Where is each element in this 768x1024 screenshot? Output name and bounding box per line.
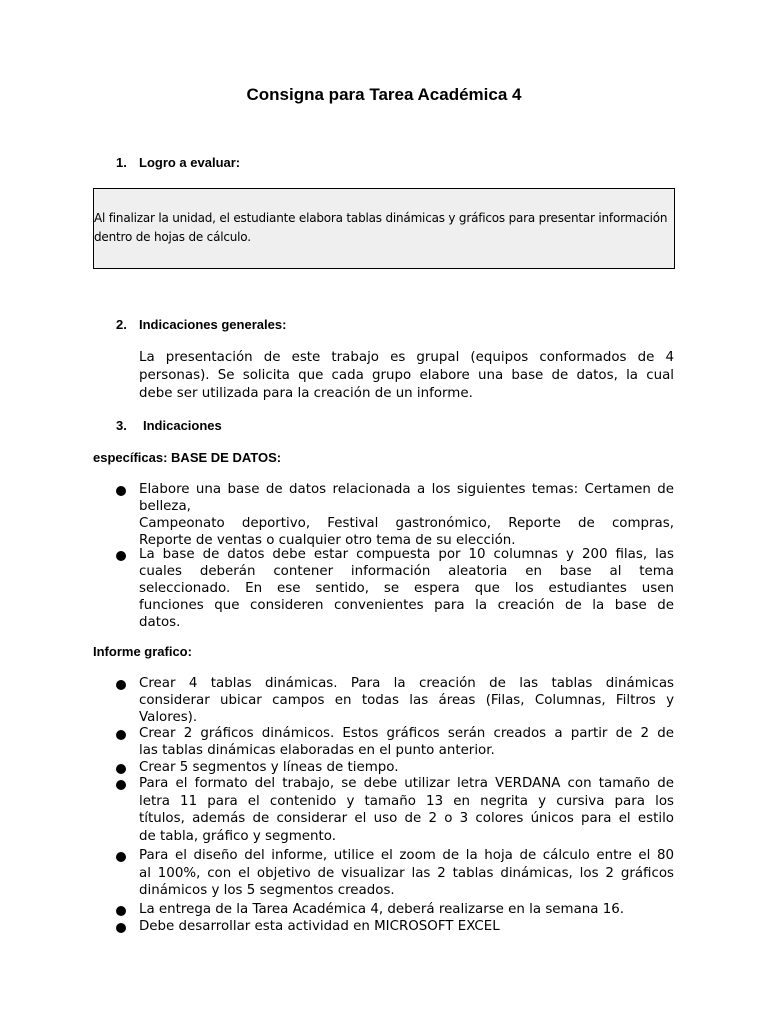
- report-heading: Informe grafico:: [93, 644, 192, 659]
- list-item-line: títulos, además de considerar el uso de 2 o 3 colores únicos para el estilo: [139, 811, 674, 827]
- bullet-icon: [116, 923, 126, 933]
- list-item-line: datos.: [139, 615, 181, 630]
- list-item: [139, 546, 674, 631]
- list-item-line: al 100%, con el objetivo de visualizar las 2 tablas dinámicas, los 2 gráficos: [139, 865, 674, 881]
- list-item: [139, 775, 674, 846]
- list-item-line: Valores).: [139, 710, 198, 725]
- list-item-line: de tabla, gráfico y segmento.: [139, 829, 336, 845]
- general-indications-paragraph: [139, 349, 674, 403]
- list-item-line: letra 11 para el contenido y tamaño 13 en negrita y cursiva para los: [139, 793, 674, 809]
- list-item: [139, 675, 674, 726]
- bullet-icon: [116, 780, 126, 790]
- list-item-line: Elabore una base de datos relacionada a los siguientes temas: Certamen de: [139, 482, 674, 497]
- section-2-label: Indicaciones generales:: [139, 317, 287, 332]
- list-item-line: Para el formato del trabajo, se debe utilizar letra VERDANA con tamaño de: [139, 776, 674, 791]
- list-item-line: Campeonato deportivo, Festival gastronómico, Reporte de compras,: [139, 516, 674, 531]
- list-item-line: considerar ubicar campos en todas las áreas (Filas, Columnas, Filtros y: [139, 693, 674, 708]
- list-item-line: Crear 2 gráficos dinámicos. Estos gráficos serán creados a partir de 2 de: [139, 726, 674, 741]
- list-item-line: La base de datos debe estar compuesta por 10 columnas y 200 filas, las: [139, 547, 674, 562]
- list-item-line: dinámicos y los 5 segmentos creados.: [139, 883, 395, 899]
- achievement-box: [93, 188, 675, 269]
- paragraph-line: debe ser utilizada para la creación de un informe.: [139, 386, 473, 401]
- section-2-heading: [116, 317, 286, 332]
- section-3-label: Indicaciones: [143, 418, 222, 433]
- list-item-line: Crear 4 tablas dinámicas. Para la creación de las tablas dinámicas: [139, 676, 674, 691]
- list-item-line: funciones que consideren convenientes para la creación de la base de: [139, 598, 674, 613]
- list-item-line: Reporte de ventas o cualquier otro tema de su elección.: [139, 533, 516, 548]
- section-1-label: Logro a evaluar:: [139, 155, 241, 170]
- paragraph-line: personas). Se solicita que cada grupo elabore una base de datos, la cual: [139, 368, 674, 383]
- bullet-icon: [116, 764, 126, 774]
- list-item: [139, 759, 674, 776]
- list-item: [139, 918, 674, 935]
- list-item-line: Debe desarrollar esta actividad en MICROSOFT EXCEL: [139, 919, 500, 934]
- section-2-number: 2.: [116, 317, 127, 332]
- list-item: [139, 901, 674, 918]
- bullet-icon: [116, 852, 126, 862]
- section-1-number: 1.: [116, 155, 127, 170]
- section-1-heading: [116, 155, 240, 170]
- list-item-line: seleccionado. En ese sentido, se espera que los estudiantes usen: [139, 581, 674, 596]
- list-item-line: La entrega de la Tarea Académica 4, deberá realizarse en la semana 16.: [139, 902, 625, 917]
- bullet-icon: [116, 680, 126, 690]
- list-item-line: las tablas dinámicas elaboradas en el punto anterior.: [139, 743, 495, 758]
- achievement-text: Al finalizar la unidad, el estudiante elabora tablas dinámicas y gráficos para presentar información dentro de hojas de cálculo.: [94, 211, 668, 244]
- list-item: [139, 847, 674, 900]
- list-item-line: Crear 5 segmentos y líneas de tiempo.: [139, 760, 399, 775]
- list-item-line: Para el diseño del informe, utilice el zoom de la hoja de cálculo entre el 80: [139, 848, 674, 863]
- bullet-icon: [116, 486, 126, 496]
- bullet-icon: [116, 551, 126, 561]
- bullet-icon: [116, 906, 126, 916]
- section-3-subheading: específicas: BASE DE DATOS:: [93, 450, 282, 465]
- section-3-number: 3.: [116, 418, 127, 433]
- list-item-line: cuales deberán contener información aleatoria en base al tema: [139, 564, 674, 579]
- section-3-heading: [116, 418, 222, 433]
- list-item-line: belleza,: [139, 499, 191, 514]
- paragraph-line: La presentación de este trabajo es grupal (equipos conformados de 4: [139, 350, 674, 365]
- bullet-icon: [116, 730, 126, 740]
- list-item: [139, 725, 674, 759]
- list-item: [139, 481, 674, 549]
- page-title: Consigna para Tarea Académica 4: [246, 85, 522, 104]
